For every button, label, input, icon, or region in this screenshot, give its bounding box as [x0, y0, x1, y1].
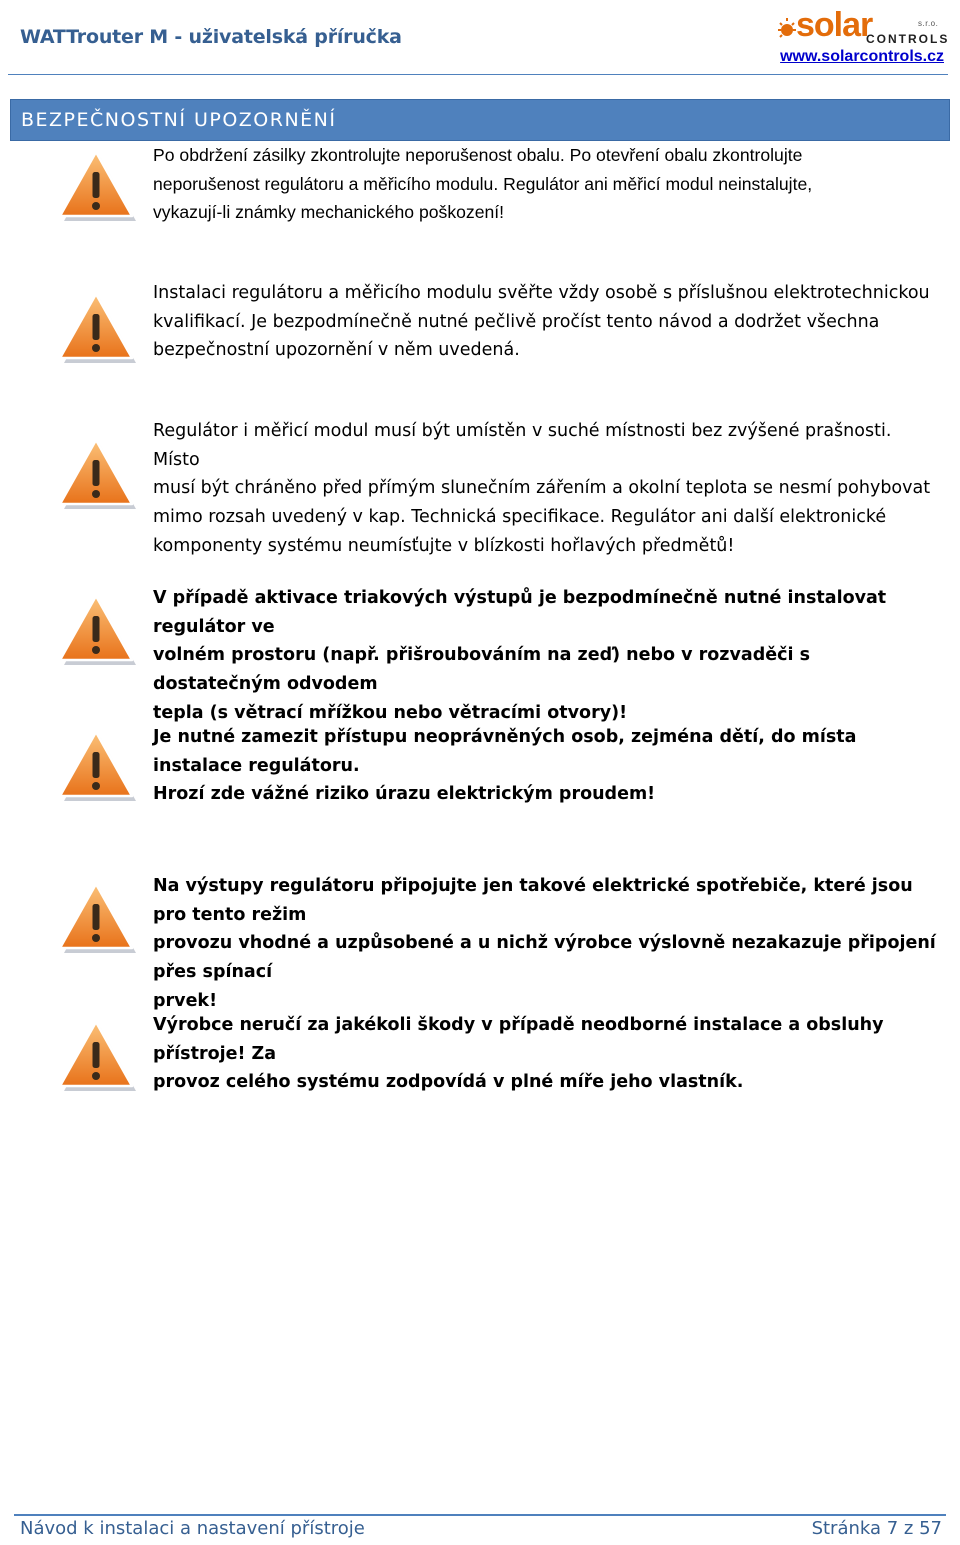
website-link[interactable]: www.solarcontrols.cz	[780, 48, 944, 65]
logo-sro-text: s.r.o.	[918, 19, 939, 28]
warning-line: Hrozí zde vážné riziko úrazu elektrickým proudem!	[153, 784, 656, 805]
warning-text	[153, 279, 943, 365]
solar-controls-logo	[774, 6, 950, 70]
warning-triangle-icon	[56, 880, 138, 956]
warning-line: bezpečnostní upozornění v něm uvedená.	[153, 340, 520, 361]
warning-line: V případě aktivace triakových výstupů je bezpodmínečně nutné instalovat regulátor ve	[153, 588, 887, 637]
page-header	[0, 0, 960, 80]
sun-icon	[776, 16, 798, 42]
warning-line: tepla (s větrací mřížkou nebo větracími otvory)!	[153, 702, 628, 723]
warning-text	[153, 417, 943, 561]
warning-line: musí být chráněno před přímým slunečním zářením a okolní teplota se nesmí pohybovat	[153, 478, 931, 499]
warning-line: provozu vhodné a uzpůsobené a u nichž výrobce výslovně nezakazuje připojení přes spínací	[153, 933, 936, 983]
section-title: BEZPEČNOSTNÍ UPOZORNĚNÍ	[21, 109, 337, 131]
document-title: WATTrouter M - uživatelská příručka	[20, 26, 402, 48]
warning-line: mimo rozsah uvedený v kap. Technická specifikace. Regulátor ani další elektronické	[153, 507, 887, 528]
warning-text	[153, 1011, 943, 1097]
warning-line: Regulátor i měřicí modul musí být umístěn v suché místnosti bez zvýšené prašnosti. Místo	[153, 421, 892, 470]
logo-solar-text: solar	[796, 6, 873, 44]
warning-triangle-icon	[56, 592, 138, 668]
warning-text	[153, 723, 943, 809]
warning-triangle-icon	[56, 728, 138, 804]
warning-text	[153, 584, 943, 728]
logo-controls-text: CONTROLS	[866, 32, 950, 46]
warning-triangle-icon	[56, 1018, 138, 1094]
warning-line: Je nutné zamezit přístupu neoprávněných osob, zejména dětí, do místa instalace regulátoru.	[153, 727, 857, 776]
warning-line: kvalifikací. Je bezpodmínečně nutné pečlivě pročíst tento návod a dodržet všechna	[153, 311, 880, 332]
warning-line: Po obdržení zásilky zkontrolujte neporušenost obalu. Po otevření obalu zkontrolujte	[153, 145, 803, 165]
warning-line: Výrobce neručí za jakékoli škody v případě neodborné instalace a obsluhy přístroje! Za	[153, 1015, 884, 1064]
warning-line: Na výstupy regulátoru připojujte jen takové elektrické spotřebiče, které jsou pro tento režim	[153, 876, 913, 925]
warning-line: prvek!	[153, 990, 218, 1011]
warning-triangle-icon	[56, 148, 138, 224]
warning-line: provoz celého systému zodpovídá v plné míře jeho vlastník.	[153, 1072, 744, 1093]
section-heading-bar	[10, 99, 950, 141]
warning-line: Instalaci regulátoru a měřicího modulu svěřte vždy osobě s příslušnou elektrotechnickou	[153, 283, 930, 303]
warning-text	[153, 872, 943, 1016]
warning-line: volném prostoru (např. přišroubováním na zeď) nebo v rozvaděči s dostatečným odvodem	[153, 645, 810, 695]
header-divider	[8, 74, 948, 75]
warning-line: neporušenost regulátoru a měřicího modulu. Regulátor ani měřicí modul neinstalujte,	[153, 173, 813, 194]
footer-page-number: Stránka 7 z 57	[811, 1518, 942, 1539]
warning-line: komponenty systému neumísťujte v blízkosti hořlavých předmětů!	[153, 535, 735, 556]
footer-document-name: Návod k instalaci a nastavení přístroje	[20, 1518, 365, 1539]
footer-divider	[14, 1514, 946, 1516]
warning-line: vykazují-li známky mechanického poškození!	[153, 202, 505, 223]
warning-triangle-icon	[56, 290, 138, 366]
warning-text	[153, 141, 943, 227]
warning-triangle-icon	[56, 436, 138, 512]
